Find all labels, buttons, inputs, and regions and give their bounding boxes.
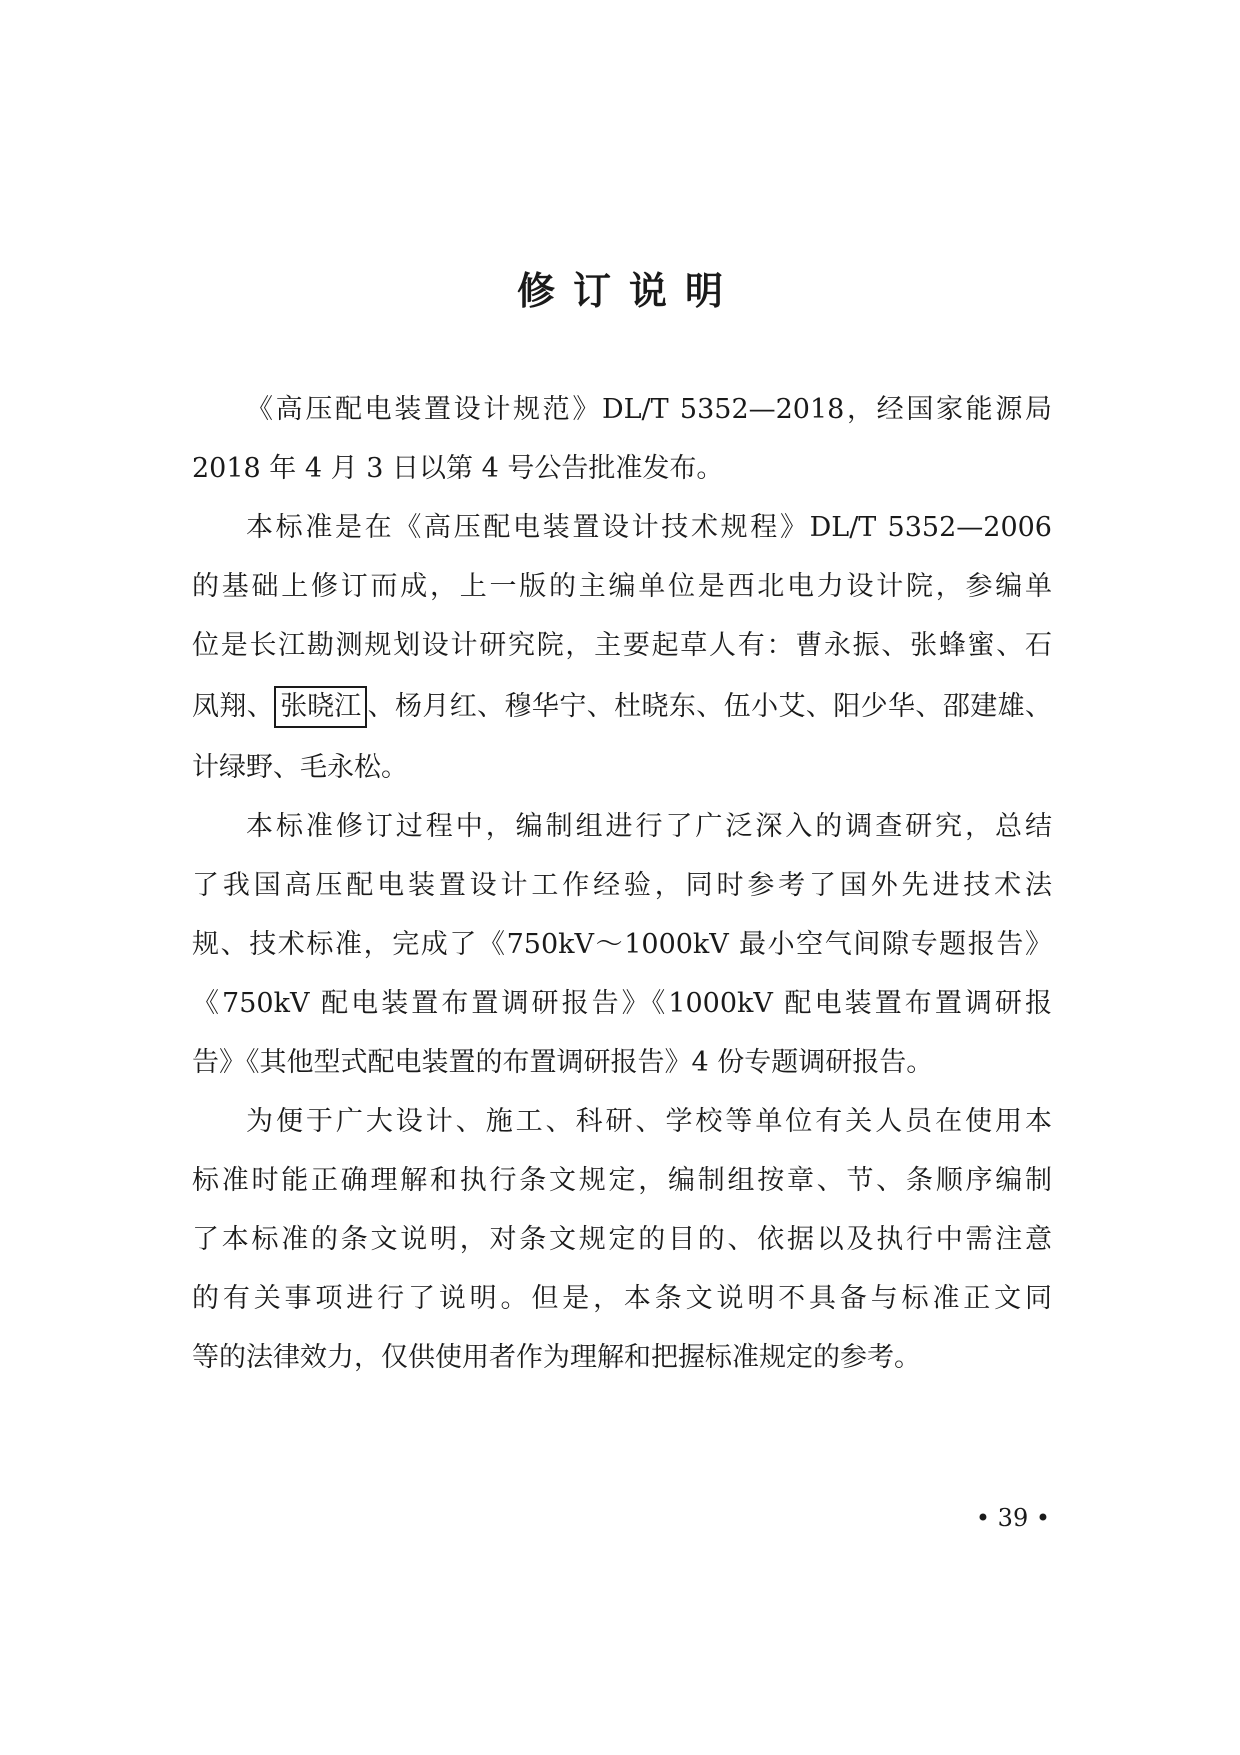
paragraph-line: 计绿野、毛永松。 — [192, 752, 408, 783]
drafter-text-after: 、杨月红、穆华宁、杜晓东、伍小艾、阳少华、邵建雄、 — [367, 691, 1053, 722]
paragraph-line: 规、技术标准，完成了《750kV～1000kV 最小空气间隙专题报告》 — [192, 929, 1052, 960]
paragraph-research — [192, 797, 1052, 1092]
paragraph-line: 本标准修订过程中，编制组进行了广泛深入的调查研究，总结 — [246, 811, 1052, 842]
paragraph-line: 等的法律效力，仅供使用者作为理解和把握标准规定的参考。 — [192, 1342, 921, 1373]
paragraph-line: 《750kV 配电装置布置调研报告》《1000kV 配电装置布置调研报 — [192, 988, 1052, 1019]
paragraph-line: 的有关事项进行了说明。但是，本条文说明不具备与标准正文同 — [192, 1283, 1052, 1314]
paragraph-explanation-purpose — [192, 1092, 1052, 1387]
drafter-text-before: 凤翔、 — [192, 691, 275, 722]
paragraph-line: 的基础上修订而成，上一版的主编单位是西北电力设计院，参编单 — [192, 571, 1052, 602]
paragraph-line: 告》《其他型式配电装置的布置调研报告》4 份专题调研报告。 — [192, 1047, 934, 1078]
paragraph-line: 了我国高压配电装置设计工作经验，同时参考了国外先进技术法 — [192, 870, 1052, 901]
page-title: 修订说明 — [516, 269, 741, 314]
page-number: • 39 • — [975, 1504, 1050, 1532]
paragraph-line: 本标准是在《高压配电装置设计技术规程》DL/T 5352—2006 — [246, 512, 1052, 543]
paragraph-line: 《高压配电装置设计规范》DL/T 5352—2018，经国家能源局 — [246, 394, 1052, 425]
document-body — [192, 380, 1052, 1387]
paragraph-line: 标准时能正确理解和执行条文规定，编制组按章、节、条顺序编制 — [192, 1165, 1052, 1196]
paragraph-line: 位是长江勘测规划设计研究院，主要起草人有：曹永振、张蜂蜜、石 — [192, 630, 1052, 661]
paragraph-line-drafters — [192, 675, 1052, 738]
paragraph-line: 为便于广大设计、施工、科研、学校等单位有关人员在使用本 — [246, 1106, 1052, 1137]
paragraph-revision-basis — [192, 498, 1052, 797]
paragraph-approval — [192, 380, 1052, 498]
paragraph-line: 了本标准的条文说明，对条文规定的目的、依据以及执行中需注意 — [192, 1224, 1052, 1255]
boxed-drafter-name: 张晓江 — [274, 686, 367, 728]
paragraph-line: 2018 年 4 月 3 日以第 4 号公告批准发布。 — [192, 453, 724, 484]
